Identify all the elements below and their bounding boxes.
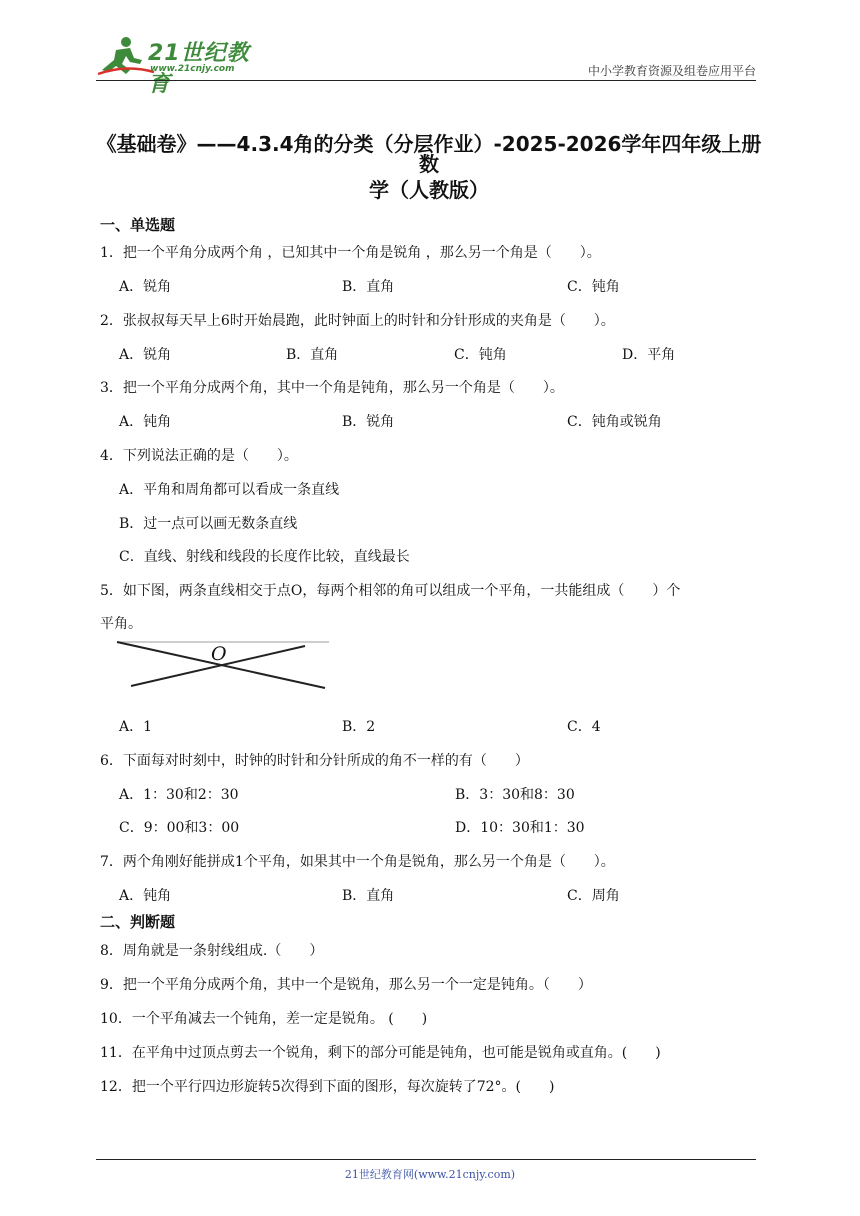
option: C．9：00和3：00 bbox=[119, 820, 240, 836]
question-text: 11．在平角中过顶点剪去一个锐角，剩下的部分可能是钝角，也可能是锐角或直角。( ) bbox=[100, 1045, 661, 1061]
logo-url: www.21cnjy.com bbox=[150, 64, 235, 74]
option: A．钝角 bbox=[119, 888, 172, 904]
option: B．锐角 bbox=[342, 414, 395, 430]
section-heading: 二、判断题 bbox=[100, 913, 176, 931]
option: C．钝角 bbox=[454, 347, 507, 363]
option: A．锐角 bbox=[119, 347, 172, 363]
question-text: 10．一个平角减去一个钝角，差一定是锐角。 ( ) bbox=[100, 1011, 428, 1027]
question-text: 12．把一个平行四边形旋转5次得到下面的图形，每次旋转了72°。( ) bbox=[100, 1079, 555, 1095]
footer-divider bbox=[96, 1159, 756, 1160]
option: C．钝角 bbox=[567, 279, 620, 295]
option: A．钝角 bbox=[119, 414, 172, 430]
section-heading: 一、单选题 bbox=[100, 216, 176, 234]
option: A．1 bbox=[119, 719, 153, 735]
option: C．钝角或锐角 bbox=[567, 414, 662, 430]
question-text: 4．下列说法正确的是（ ）。 bbox=[100, 448, 298, 464]
option: B．2 bbox=[342, 719, 376, 735]
question-text: 5．如下图，两条直线相交于点O，每两个相邻的角可以组成一个平角，一共能组成（ ）个 bbox=[100, 583, 681, 599]
option: B．直角 bbox=[342, 888, 395, 904]
option: A．平角和周角都可以看成一条直线 bbox=[119, 482, 340, 498]
option: B．直角 bbox=[342, 279, 395, 295]
intersecting-lines-figure bbox=[115, 638, 335, 694]
site-logo bbox=[96, 34, 266, 97]
question-text: 2．张叔叔每天早上6时开始晨跑，此时钟面上的时针和分针形成的夹角是（ ）。 bbox=[100, 313, 615, 329]
question-text: 7．两个角刚好能拼成1个平角，如果其中一个角是锐角，那么另一个角是（ ）。 bbox=[100, 854, 615, 870]
footer-text: 21世纪教育网(www.21cnjy.com) bbox=[344, 1168, 516, 1181]
option: B．3：30和8：30 bbox=[455, 787, 575, 803]
option: A．1：30和2：30 bbox=[119, 787, 239, 803]
option: D．10：30和1：30 bbox=[455, 820, 585, 836]
logo-text: 21世纪教育 bbox=[148, 41, 250, 97]
question-text: 6．下面每对时刻中，时钟的时针和分针所成的角不一样的有（ ） bbox=[100, 753, 529, 769]
option: B．过一点可以画无数条直线 bbox=[119, 516, 298, 532]
point-o-label: O bbox=[211, 643, 227, 665]
question-text: 1．把一个平角分成两个角 ，已知其中一个角是锐角 ，那么另一个角是（ ）。 bbox=[100, 245, 601, 261]
question-text-continued: 平角。 bbox=[100, 616, 142, 632]
option: A．锐角 bbox=[119, 279, 172, 295]
option: C．直线、射线和线段的长度作比较，直线最长 bbox=[119, 549, 410, 565]
question-text: 3．把一个平角分成两个角，其中一个角是钝角，那么另一个角是（ ）。 bbox=[100, 380, 564, 396]
page-title-line2: 学（人教版） bbox=[369, 178, 489, 202]
question-text: 8．周角就是一条射线组成.（ ） bbox=[100, 943, 324, 959]
page-title-line1: 《基础卷》——4.3.4角的分类（分层作业）-2025-2026学年四年级上册数 bbox=[96, 132, 762, 176]
option: D．平角 bbox=[622, 347, 676, 363]
option: B．直角 bbox=[286, 347, 339, 363]
question-text: 9．把一个平角分成两个角，其中一个是锐角，那么另一个一定是钝角。（ ） bbox=[100, 977, 592, 993]
header-divider bbox=[96, 80, 756, 81]
platform-label: 中小学教育资源及组卷应用平台 bbox=[587, 64, 756, 78]
option: C．4 bbox=[567, 719, 601, 735]
option: C．周角 bbox=[567, 888, 620, 904]
